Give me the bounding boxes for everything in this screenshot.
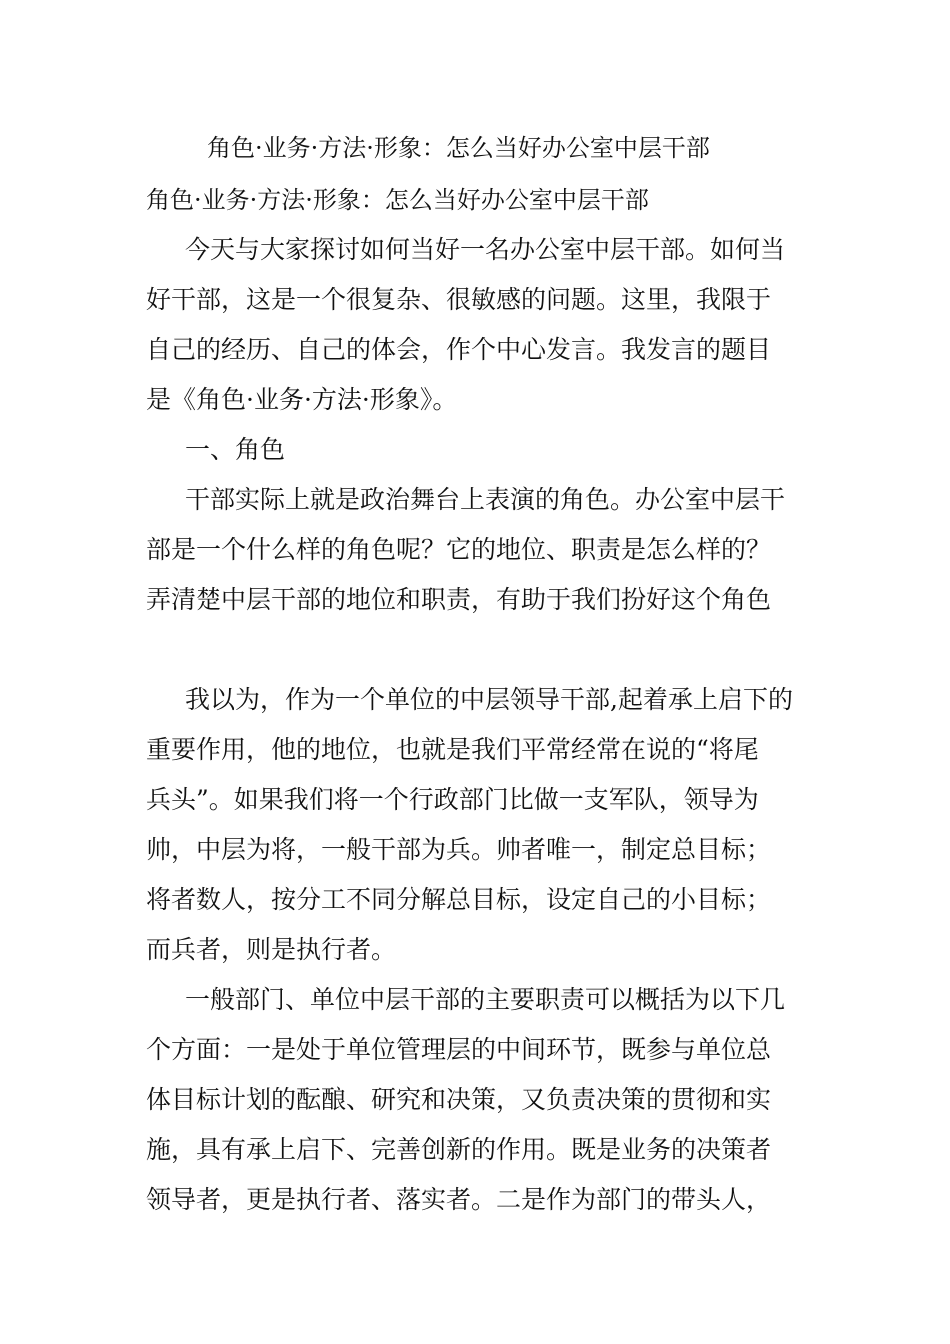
paragraph-line: 我以为，作为一个单位的中层领导干部,起着承上启下的 [185,685,793,714]
paragraph-line: 部是一个什么样的角色呢？它的地位、职责是怎么样的？ [146,535,772,564]
paragraph-line: 弄清楚中层干部的地位和职责，有助于我们扮好这个角色 [146,585,772,614]
paragraph-line: 是《角色·业务·方法·形象》。 [146,385,458,414]
paragraph-line: 帅，中层为将，一般干部为兵。帅者唯一，制定总目标； [146,835,772,864]
paragraph-line: 好干部，这是一个很复杂、很敏感的问题。这里，我限于 [146,285,772,314]
paragraph-line: 重要作用，他的地位，也就是我们平常经常在说的“将尾 [146,735,759,764]
paragraph-line: 个方面：一是处于单位管理层的中间环节，既参与单位总 [146,1035,772,1064]
paragraph-line: 体目标计划的酝酿、研究和决策，又负责决策的贯彻和实 [146,1085,772,1114]
section-heading: 一、角色 [185,435,286,464]
paragraph-line: 今天与大家探讨如何当好一名办公室中层干部。如何当 [185,235,786,264]
paragraph-line: 自己的经历、自己的体会，作个中心发言。我发言的题目 [146,335,772,364]
paragraph-line: 一般部门、单位中层干部的主要职责可以概括为以下几 [185,985,786,1014]
paragraph-line: 领导者，更是执行者、落实者。二是作为部门的带头人， [146,1185,772,1214]
document-title: 角色·业务·方法·形象：怎么当好办公室中层干部 [207,134,710,162]
paragraph-line: 兵头”。如果我们将一个行政部门比做一支军队，领导为 [146,785,759,814]
paragraph-line: 干部实际上就是政治舞台上表演的角色。办公室中层干 [185,485,786,514]
paragraph-line: 而兵者，则是执行者。 [146,935,397,964]
paragraph-line: 将者数人，按分工不同分解总目标，设定自己的小目标； [146,885,772,914]
paragraph-line: 施，具有承上启下、完善创新的作用。既是业务的决策者 [146,1135,772,1164]
document-subtitle: 角色·业务·方法·形象：怎么当好办公室中层干部 [146,186,649,214]
